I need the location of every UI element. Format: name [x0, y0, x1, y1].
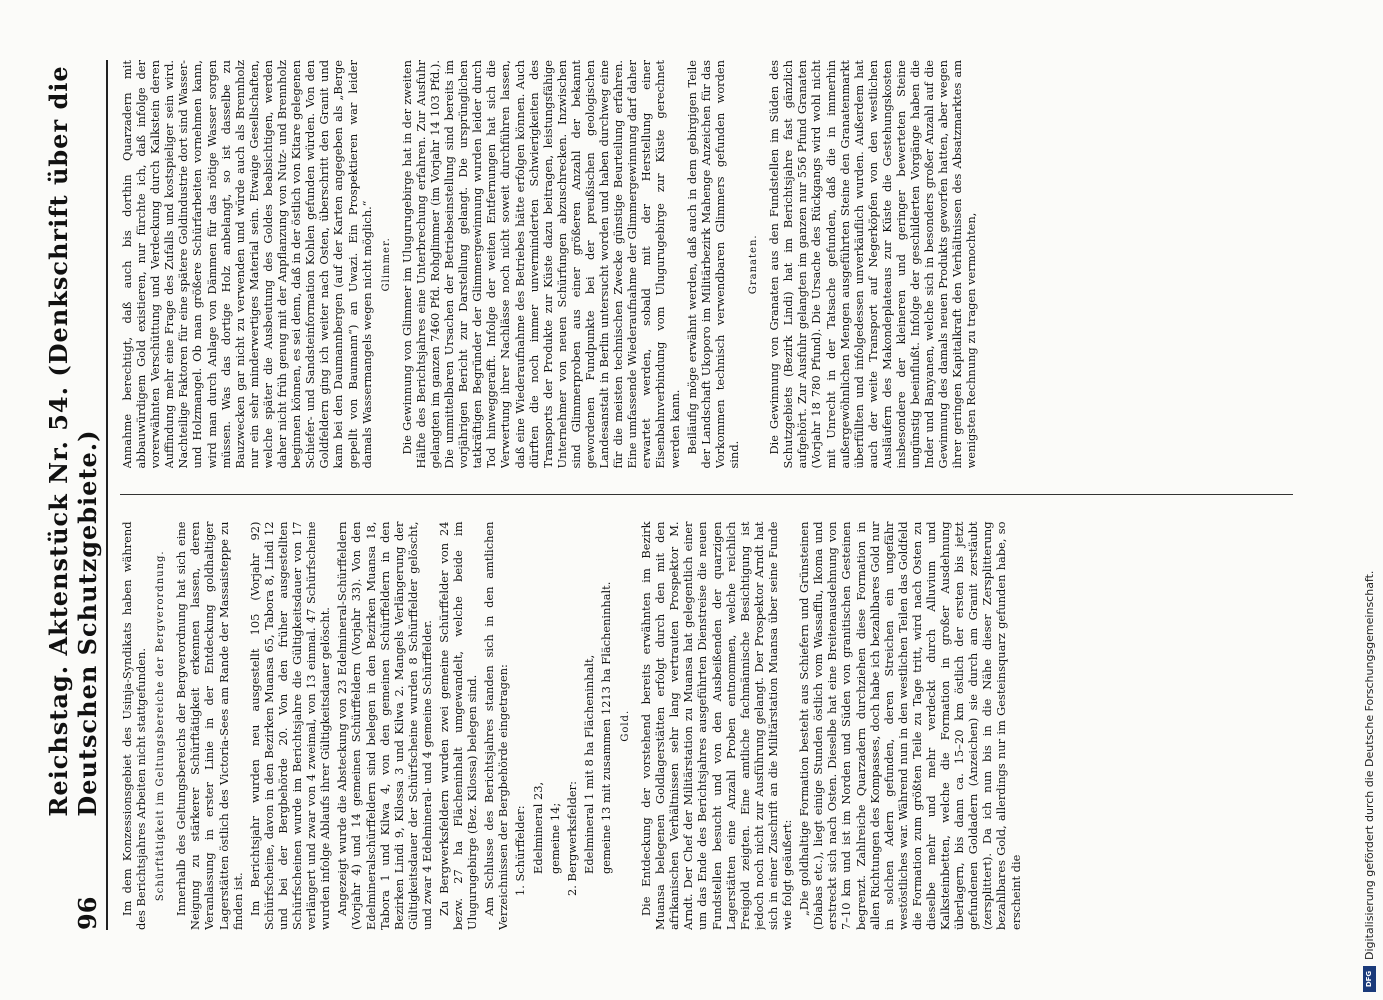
paragraph: Die Gewinnung von Glimmer im Ulugurugebirge hat in der zweiten Hälfte des Berichtsjahres eine Unterbrechung erfahren. Zur Ausfuhr gelangten im ganzen 7460 Pfd. Rohglimmer (im Vorjahr 14 103 Pfd.). Die unmittelbaren Ursachen der Betriebseinstellung sind bereits im vorjährigen Bericht zur Darstellung gelangt. Die ursprünglichen tatkräftigen Begründer der Glimmergewinnung wurden leider durch Tod hinweggerafft. Infolge der weiten Entfernungen hat sich die Verwertung ihrer Nachlässe noch nicht soweit durchführen lassen, daß eine Wiederaufnahme des Betriebes hätte erfolgen können. Auch dürften die noch immer unverminderten Schwierigkeiten des Transports der Produkte zur Küste dazu beitragen, leistungsfähige Unternehmer von neuen Schürfungen abzuschrecken. Inzwischen sind Glimmerproben aus einer größeren Anzahl der bekannt gewordenen Fundpunkte bei der preußischen geologischen Landesanstalt in Berlin untersucht worden und haben durchweg eine für die meisten technischen Zwecke günstige Beurteilung erfahren. Eine umfassende Wiederaufnahme der Glimmergewinnung darf daher erwartet werden, sobald mit der Herstellung einer Eisenbahnverbindung vom Ulugurugebirge zur Küste gerechnet werden kann. — [399, 60, 682, 469]
section-heading-granaten: Granaten. — [748, 234, 760, 295]
digitization-footer — [1361, 0, 1377, 1000]
list-item: 1. Schürffelder: — [513, 805, 528, 896]
section-heading-glimmer: Glimmer. — [380, 237, 392, 292]
footer-text: Digitalisierung gefördert durch die Deutsche Forschungsgemeinschaft. — [1362, 570, 1376, 960]
paragraph: Beiläufig möge erwähnt werden, daß auch in dem gebirgigen Teile der Landschaft Ukoporo im Militärbezirk Mahenge Anzeichen für das Vorkommen technisch verwendbaren Glimmers gefunden worden sind. — [684, 60, 741, 469]
list-item: Edelmineral 1 mit 8 ha Flächeninhalt, — [581, 654, 596, 874]
paragraph: Im Berichtsjahr wurden neu ausgestellt 105 (Vorjahr 92) Schürfscheine, davon in den Bezirken Muansa 65, Tabora 8, Lindi 12 und bei der Bergbehörde 20. Von den früher ausgestellten Schürfscheinen wurde im Berichtsjahre die Gültigkeitsdauer von 17 verlängert und zwar von 4 zweimal, von 13 einmal. 47 Schürfscheine wurden infolge Ablaufs ihrer Gültigkeitsdauer gelöscht. — [247, 521, 333, 930]
list-item: 2. Bergwerksfelder: — [564, 781, 579, 896]
section-heading: Schürftätigkeit im Geltungsbereiche der Bergverordnung. — [155, 550, 167, 902]
paragraph: Die Entdeckung der vorstehend bereits erwähnten im Bezirk Muansa belegenen Goldlagerstätten erfolgt durch den mit den afrikanischen Verhältnissen sehr lang vertrauten Prospektor M. Arndt. Der Chef der Militärstation zu Muansa hat gelegentlich einer um das Ende des Berichtsjahres ausgeführten Dienstreise die neuen Fundstellen besucht und von den Ausbeißenden der quarzigen Lagerstätten eine Anzahl Proben entnommen, welche reichlich Freigold zeigten. Eine amtliche fachmännische Besichtigung ist jedoch noch nicht zur Ausführung gelangt. Der Prospektor Arndt hat sich in einer Zuschrift an die Militärstation Muansa über seine Funde wie folgt geäußert: — [639, 521, 795, 930]
list-item: gemeine 14; — [547, 802, 562, 874]
paragraph: Angezeigt wurde die Absteckung von 23 Edelmineral-Schürffeldern (Vorjahr 4) und 14 gemeinen Schürffeldern (Vorjahr 33). Von den Edelmineralschürffeldern sind belegen in den Bezirken Muansa 18, Tabora 1 und Kilwa 4, von den gemeinen Schürffeldern in den Bezirken Lindi 9, Kilossa 3 und Kilwa 2. Mangels Verlängerung der Gültigkeitsdauer der Schürfscheine wurden 8 Schürffelder gelöscht, und zwar 4 Edelmineral- und 4 gemeine Schürffelder. — [335, 521, 434, 930]
page-title: Reichstag. Aktenstück Nr. 54. (Denkschrift über die Deutschen Schutzgebiete.) — [44, 65, 102, 817]
paragraph: Im dem Konzessionsgebiet des Usinja-Syndikats haben während des Berichtsjahres Arbeiten nicht stattgefunden. — [120, 521, 149, 930]
page-header — [44, 60, 108, 930]
right-column — [120, 60, 1293, 469]
paragraph: Die Gewinnung von Granaten aus den Fundstellen im Süden des Schutzgebiets (Bezirk Lindi) hat im Berichtsjahre fast gänzlich aufgehört. Zur Ausfuhr gelangten im ganzen nur 556 Pfund Granaten (Vorjahr 18 780 Pfund). Die Ursache des Rückgangs wird wohl nicht mit Unrecht in der Tatsache gefunden, daß die in immerhin außergewöhnlichen Mengen ausgeführten Steine den Granatenmarkt überfüllten und infolgedessen unverkäuflich wurden. Außerdem hat auch der weite Transport auf Negerköpfen von den westlichen Ausläufern des Makondeplateaus zur Küste die Gestehungskosten insbesondere der kleineren und geringer bewerteten Steine ungünstig beeinflußt. Infolge der geschilderten Vorgänge haben die Inder und Banyanen, welche sich in besonders großer Anzahl auf die Gewinnung des damals neuen Produkts geworfen hatten, aber wegen ihrer geringen Kapitalkraft den Verhältnissen des Absatzmarktes am wenigsten Rechnung zu tragen vermochten, — [767, 60, 979, 469]
paragraph: Annahme berechtigt, daß auch bis dorthin Quarzadern mit abbauwürdigem Gold existieren, nur fürchte ich, daß infolge der vorerwähnten Verschüttung und Verdeckung durch Kalkstein deren Auffindung mehr eine Frage des Zufalls und kostspieliger sein wird. Nachteilige Faktoren für eine spätere Goldindustrie dort sind Wasser- und Holzmangel. Ob man größere Schürfarbeiten vornehmen kann, wird man durch Anlage von Dämmen für das nötige Wasser sorgen müssen. Was das dortige Holz anbelangt, so ist dasselbe zu Bauzwecken gar nicht zu verwenden und würde auch als Brennholz nur ein sehr minderwertiges Material sein. Etwaige Gesellschaften, welche später die Ausbeutung des Goldes beabsichtigen, werden daher nicht früh genug mit der Anpflanzung von Nutz- und Brennholz beginnen können, es sei denn, daß in der östlich von Kitare gelegenen Schiefer- und Sandsteinformation Kohlen gefunden würden. Von den Goldfeldern ging ich weiter nach Osten, überschritt den Granit und kam bei den Daumannbergen (auf der Karten angegeben als „Berge gepellt von Baumann“) an Uwazi. Ein Prospektieren war leider damals Wassermangels wegen nicht möglich.“ — [120, 60, 374, 469]
text-columns — [120, 60, 1293, 930]
left-column — [120, 522, 1293, 931]
column-divider — [120, 495, 1293, 496]
dfg-logo-icon: DFG — [1363, 966, 1376, 992]
paragraph: Am Schlusse des Berichtsjahres standen sich in den amtlichen Verzeichnissen der Bergbehörde eingetragen: — [482, 521, 511, 930]
paragraph: Zu Bergwerksfeldern wurden zwei gemeine Schürffelder von 24 bezw. 27 ha Flächeninhalt umgewandelt, welche beide im Ulugurugebirge (Bez. Kilossa) belegen sind. — [436, 521, 480, 930]
list-item: gemeine 13 mit zusammen 1213 ha Flächeninhalt. — [598, 581, 613, 874]
paragraph: Innerhalb des Geltungsbereichs der Bergverordnung hat sich eine Neigung zu stärkerer Schürftätigkeit erkennen lassen, deren Veranlassung in erster Linie in der Entdeckung goldhaltiger Lagerstätten östlich des Victoria-Sees am Rande der Massaisteppe zu finden ist. — [174, 521, 245, 930]
paragraph: „Die goldhaltige Formation besteht aus Schiefern und Grünsteinen (Diabas etc.), liegt einige Stunden östlich vom Wassafflu, Ikoma und erstreckt sich nach Osten. Dieselbe hat eine Breitenausdehnung von 7–10 km und ist im Norden und Süden von granitischen Gesteinen begrenzt. Zahlreiche Quarzadern durchziehen diese Formation in allen Richtungen des Kompasses, doch habe ich bezahlbares Gold nur in solchen Adern gefunden, deren Streichen ein ungefähr westöstliches war. Während nun in den westlichen Teilen das Goldfeld die Formation zum größten Teile zu Tage tritt, wird nach Osten zu dieselbe mehr und mehr verdeckt durch Alluvium und Kalksteinbetten, welche die Formation in großer Ausdehnung überlagern, bis dann ca. 15–20 km östlich der ersten bis jetzt gefundenen Goldadern (Anzeichen) sie durch am Granit zerstäubt (zersplittert). Da ich nun bis in die Nähe dieser Zersplitterung bezahlbares Gold, allerdings nur im Gesteinsquarz gefunden habe, so erscheint die — [797, 521, 1023, 930]
section-heading-gold: Gold. — [620, 709, 631, 742]
list-item: Edelmineral 23, — [530, 781, 545, 874]
page-number: 96 — [73, 896, 102, 930]
